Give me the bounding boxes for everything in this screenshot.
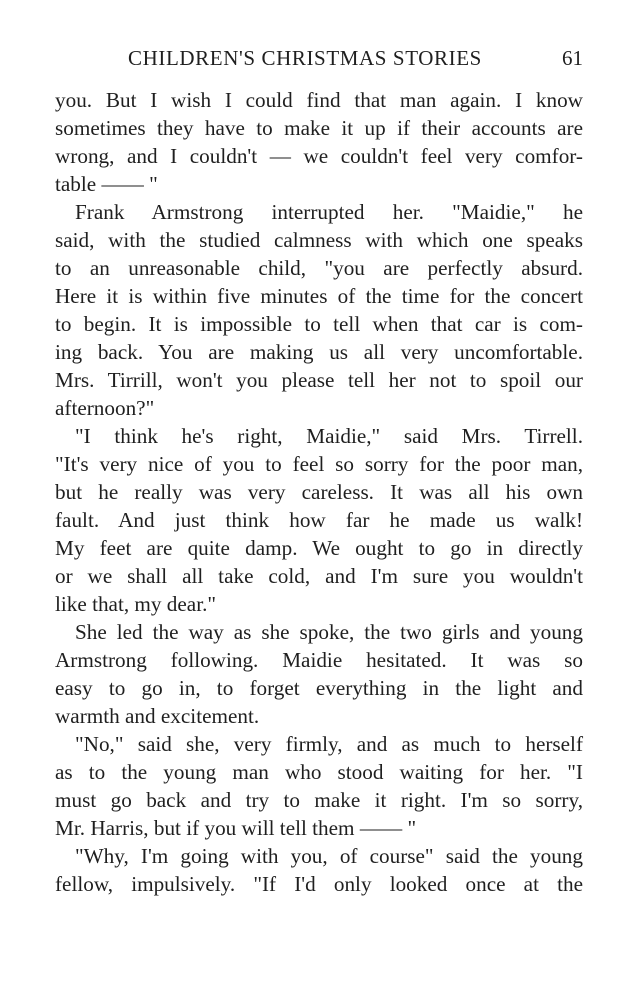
text-line: or we shall all take cold, and I'm sure you wouldn't: [55, 564, 583, 588]
text-line: She led the way as she spoke, the two girls and young: [75, 620, 583, 644]
text-line: said, with the studied calmness with which one speaks: [55, 228, 583, 252]
text-line: warmth and excitement.: [55, 704, 260, 728]
text-line: Armstrong following. Maidie hesitated. It was so: [55, 648, 583, 672]
text-line: wrong, and I couldn't — we couldn't feel very comfor-: [55, 144, 583, 168]
text-line: table —— ": [55, 172, 158, 196]
text-line: Here it is within five minutes of the time for the concert: [55, 284, 583, 308]
text-line: Frank Armstrong interrupted her. "Maidie," he: [75, 200, 583, 224]
text-line: fault. And just think how far he made us walk!: [55, 508, 583, 532]
text-line: My feet are quite damp. We ought to go in directly: [55, 536, 583, 560]
text-line: to an unreasonable child, "you are perfectly absurd.: [55, 256, 583, 280]
text-line: fellow, impulsively. "If I'd only looked once at the: [55, 872, 583, 896]
text-line: Mrs. Tirrill, won't you please tell her not to spoil our: [55, 368, 583, 392]
text-line: easy to go in, to forget everything in the light and: [55, 676, 583, 700]
text-line: you. But I wish I could find that man again. I know: [55, 88, 583, 112]
page-number: 61: [562, 46, 583, 70]
running-head: [55, 46, 583, 76]
body-text: [55, 86, 583, 898]
text-line: afternoon?": [55, 396, 155, 420]
text-line: but he really was very careless. It was all his own: [55, 480, 583, 504]
text-line: like that, my dear.": [55, 592, 217, 616]
text-line: "Why, I'm going with you, of course" said the young: [75, 844, 583, 868]
text-line: "I think he's right, Maidie," said Mrs. Tirrell.: [75, 424, 583, 448]
text-line: "No," said she, very firmly, and as much to herself: [75, 732, 583, 756]
text-line: as to the young man who stood waiting for her. "I: [55, 760, 583, 784]
text-line: "It's very nice of you to feel so sorry for the poor man,: [55, 452, 583, 476]
text-line: ing back. You are making us all very uncomfortable.: [55, 340, 583, 364]
text-line: sometimes they have to make it up if their accounts are: [55, 116, 583, 140]
text-line: Mr. Harris, but if you will tell them —— ": [55, 816, 417, 840]
text-line: to begin. It is impossible to tell when that car is com-: [55, 312, 583, 336]
text-line: must go back and try to make it right. I'm so sorry,: [55, 788, 583, 812]
running-title: CHILDREN'S CHRISTMAS STORIES: [128, 46, 482, 70]
